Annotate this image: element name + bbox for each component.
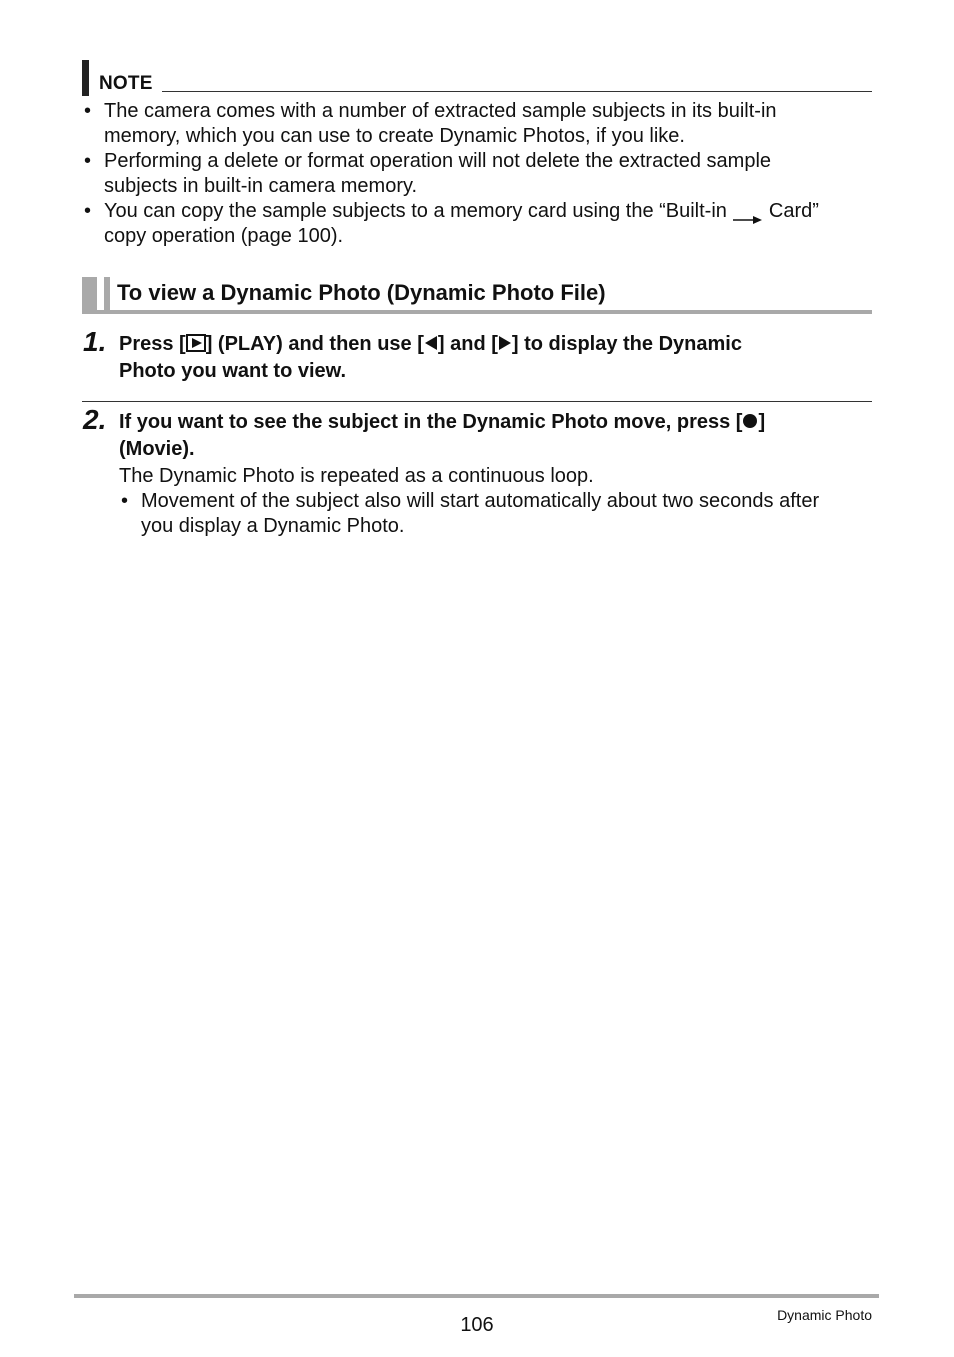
note-bullet-3-line-2: copy operation (page 100). [104,225,344,247]
note-bullet-2-line-2: subjects in built-in camera memory. [104,175,418,197]
section-title: To view a Dynamic Photo (Dynamic Photo File) [117,280,606,305]
note-bullet-list [84,99,874,249]
step-1-text-part-4: ] to display the Dynamic [511,333,742,355]
step-2-text-part-2: ] [758,411,766,433]
section-underline [82,310,872,314]
note-bullet-3-line-1 [104,199,874,224]
right-arrow-icon [498,332,512,358]
step-2-sub-bullet [121,489,881,539]
left-arrow-icon [424,332,438,358]
section-marker-bar-narrow [104,277,110,313]
note-divider [162,91,872,92]
step-1-text-part-1: Press [ [119,333,186,355]
step-2-sub-bullet-line-1: Movement of the subject also will start automatically about two seconds after [141,490,820,512]
bullet-dot: • [84,200,92,222]
step-divider [82,401,872,402]
step-2-text-part-1: If you want to see the subject in the Dynamic Photo move, press [ [119,411,743,433]
footer-divider [74,1294,879,1298]
note-bullet-2-line-1: Performing a delete or format operation will not delete the extracted sample [104,150,772,172]
note-bullet-3-text-after: Card” [768,200,819,222]
bullet-dot: • [84,100,92,122]
note-bullet-1 [84,99,874,149]
step-1-text-part-2: ] (PLAY) and then use [ [205,333,424,355]
step-2-number: 2. [83,404,107,435]
note-bullet-3-text-before: You can copy the sample subjects to a memory card using the “Built-in [104,200,727,222]
step-2-line-2: (Movie). [119,438,195,460]
note-bullet-2 [84,149,874,199]
step-1-line-1 [119,331,859,358]
note-bullet-3 [84,199,874,249]
note-bullet-1-line-1: The camera comes with a number of extracted sample subjects in its built-in [104,100,777,122]
footer-section-label: Dynamic Photo [777,1307,872,1323]
bullet-dot: • [121,490,129,512]
play-button-icon [186,334,206,352]
step-1-text [119,331,859,384]
step-2-text [119,409,859,462]
step-1-line-2: Photo you want to view. [119,360,347,382]
step-2-line-1 [119,409,859,436]
note-marker-bar [82,60,89,96]
page-number: 106 [460,1314,494,1336]
step-1-number: 1. [83,326,107,357]
note-bullet-1-line-2: memory, which you can use to create Dynamic Photos, if you like. [104,125,685,147]
movie-record-dot-icon [742,410,758,436]
step-1-text-part-3: ] and [ [437,333,498,355]
right-arrow-icon [733,207,763,217]
bullet-dot: • [84,150,92,172]
step-2-sub-bullet-line-2: you display a Dynamic Photo. [141,515,405,537]
section-marker-bar-wide [82,277,97,313]
step-2-description: The Dynamic Photo is repeated as a continuous loop. [119,465,594,487]
note-heading: NOTE [99,73,153,94]
